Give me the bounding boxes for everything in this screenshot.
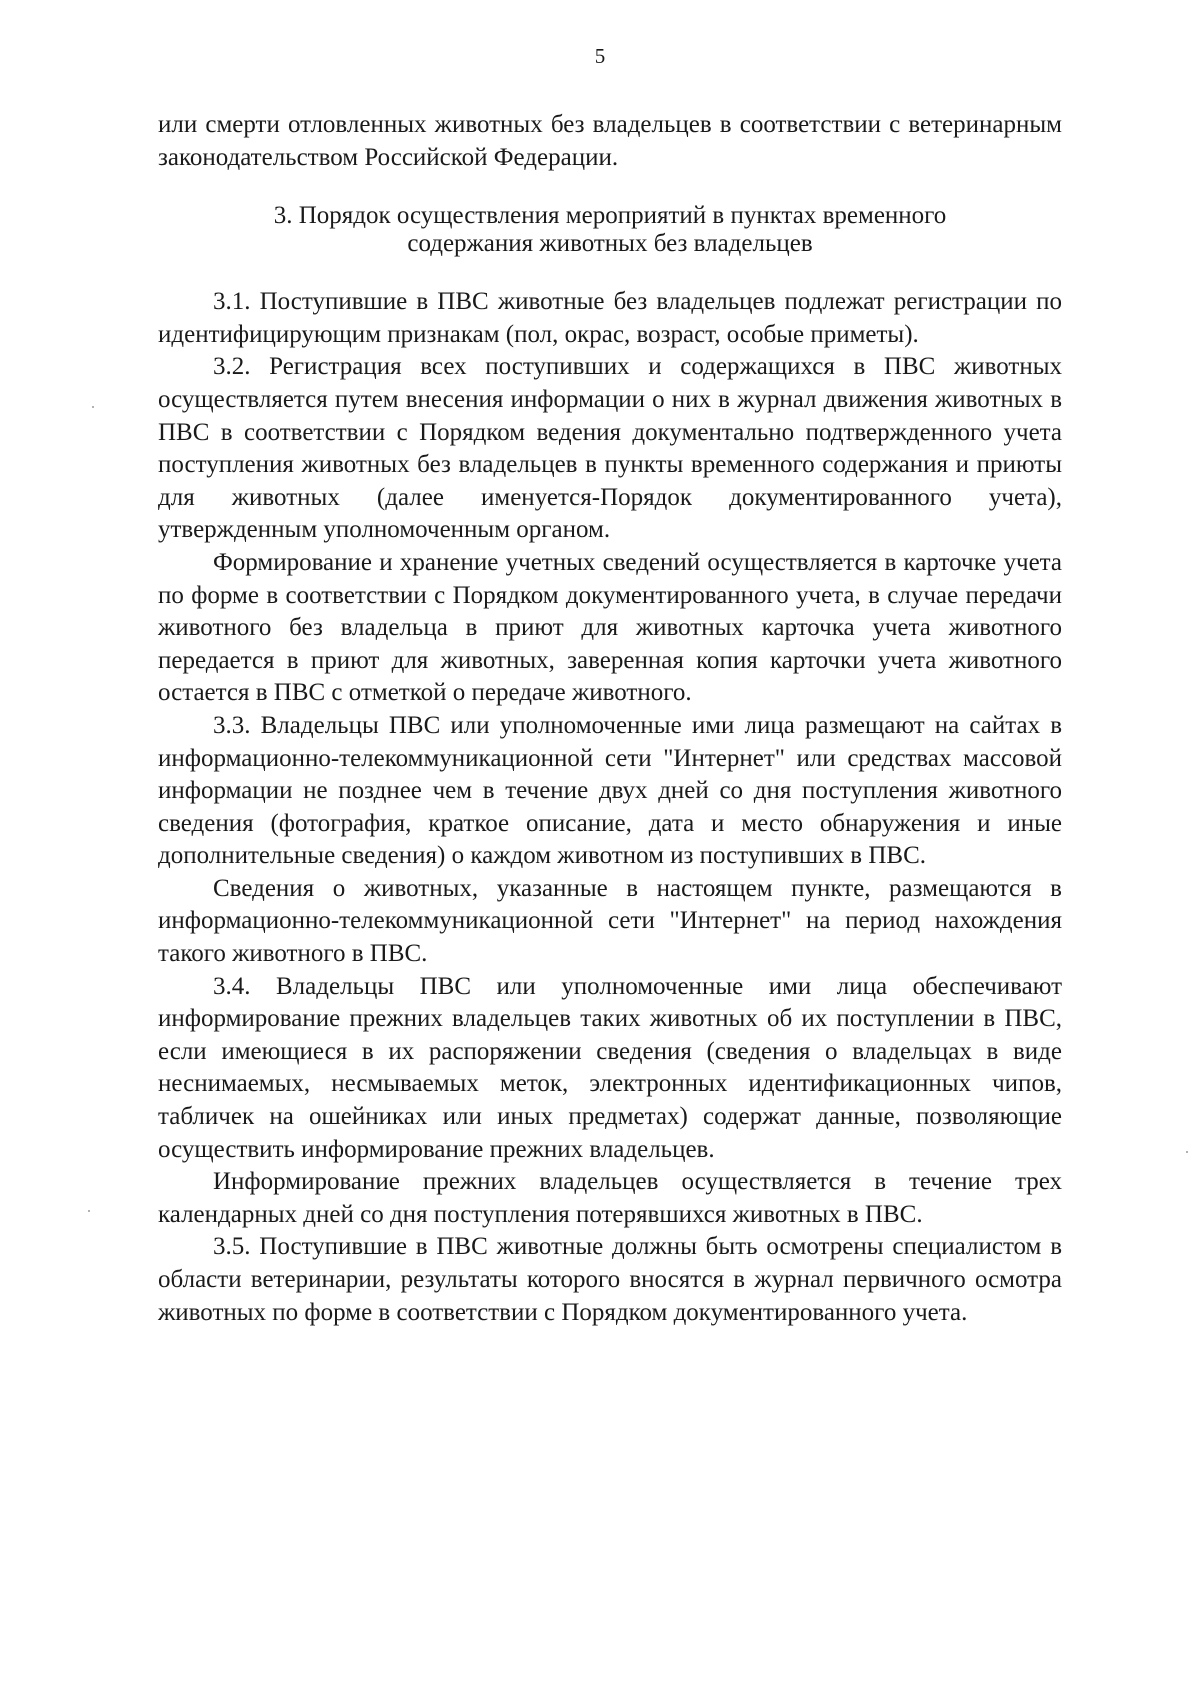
paragraph-3-3: 3.3. Владельцы ПВС или уполномоченные ими лица размещают на сайтах в информационно-телекоммуникационной сети "Интернет" или средствах массовой информации не позднее чем в течение двух дней со дня поступления животного сведения (фотография, краткое описание, дата и место обнаружения и иные дополнительные сведения) о каждом животном из поступивших в ПВС. — [158, 711, 1062, 870]
section-heading — [158, 202, 1062, 258]
page-number: 5 — [594, 44, 606, 68]
scan-speck — [1186, 1151, 1188, 1153]
paragraph-3-2: 3.2. Регистрация всех поступивших и содержащихся в ПВС животных осуществляется путем внесения информации о них в журнал движения животных в ПВС в соответствии с Порядком ведения документально подтвержденного учета поступления животных без владельцев в пункты временного содержания и приюты для животных (далее именуется-Порядок документированного учета), утвержденным уполномоченным органом. — [158, 353, 1062, 544]
section-heading-line-1: 3. Порядок осуществления мероприятий в пунктах временного — [273, 202, 947, 230]
paragraph-records-card: Формирование и хранение учетных сведений осуществляется в карточке учета по форме в соответствии с Порядком документированного учета, в случае передачи животного без владельца в приют для животных карточка учета животного передается в приют для животных, заверенная копия карточки учета животного остается в ПВС с отметкой о передаче животного. — [158, 548, 1062, 707]
paragraph-internet-info: Сведения о животных, указанные в настоящем пункте, размещаются в информационно-телекоммуникационной сети "Интернет" на период нахождения такого животного в ПВС. — [158, 874, 1062, 968]
paragraph-3-1: 3.1. Поступившие в ПВС животные без владельцев подлежат регистрации по идентифицирующим признакам (пол, окрас, возраст, особые приметы). — [158, 288, 1062, 348]
paragraph-3-5: 3.5. Поступившие в ПВС животные должны быть осмотрены специалистом в области ветеринарии, результаты которого вносятся в журнал первичного осмотра животных по форме в соответствии с Порядком документированного учета. — [158, 1233, 1062, 1326]
paragraph-owner-notice: Информирование прежних владельцев осуществляется в течение трех календарных дней со дня поступления потерявшихся животных в ПВС. — [158, 1168, 1062, 1228]
continuation-paragraph: или смерти отловленных животных без владельцев в соответствии с ветеринарным законодательством Российской Федерации. — [158, 111, 1062, 171]
document-body — [158, 109, 1062, 1329]
scan-speck — [88, 1210, 90, 1212]
paragraph-3-4: 3.4. Владельцы ПВС или уполномоченные ими лица обеспечивают информирование прежних владельцев таких животных об их поступлении в ПВС, если имеющиеся в их распоряжении сведения (сведения о владельцах в виде неснимаемых, несмываемых меток, электронных идентификационных чипов, табличек на ошейниках или иных предметах) содержат данные, позволяющие осуществить информирование прежних владельцев. — [158, 972, 1062, 1163]
scan-speck — [92, 406, 94, 408]
section-heading-line-2: содержания животных без владельцев — [407, 230, 813, 258]
